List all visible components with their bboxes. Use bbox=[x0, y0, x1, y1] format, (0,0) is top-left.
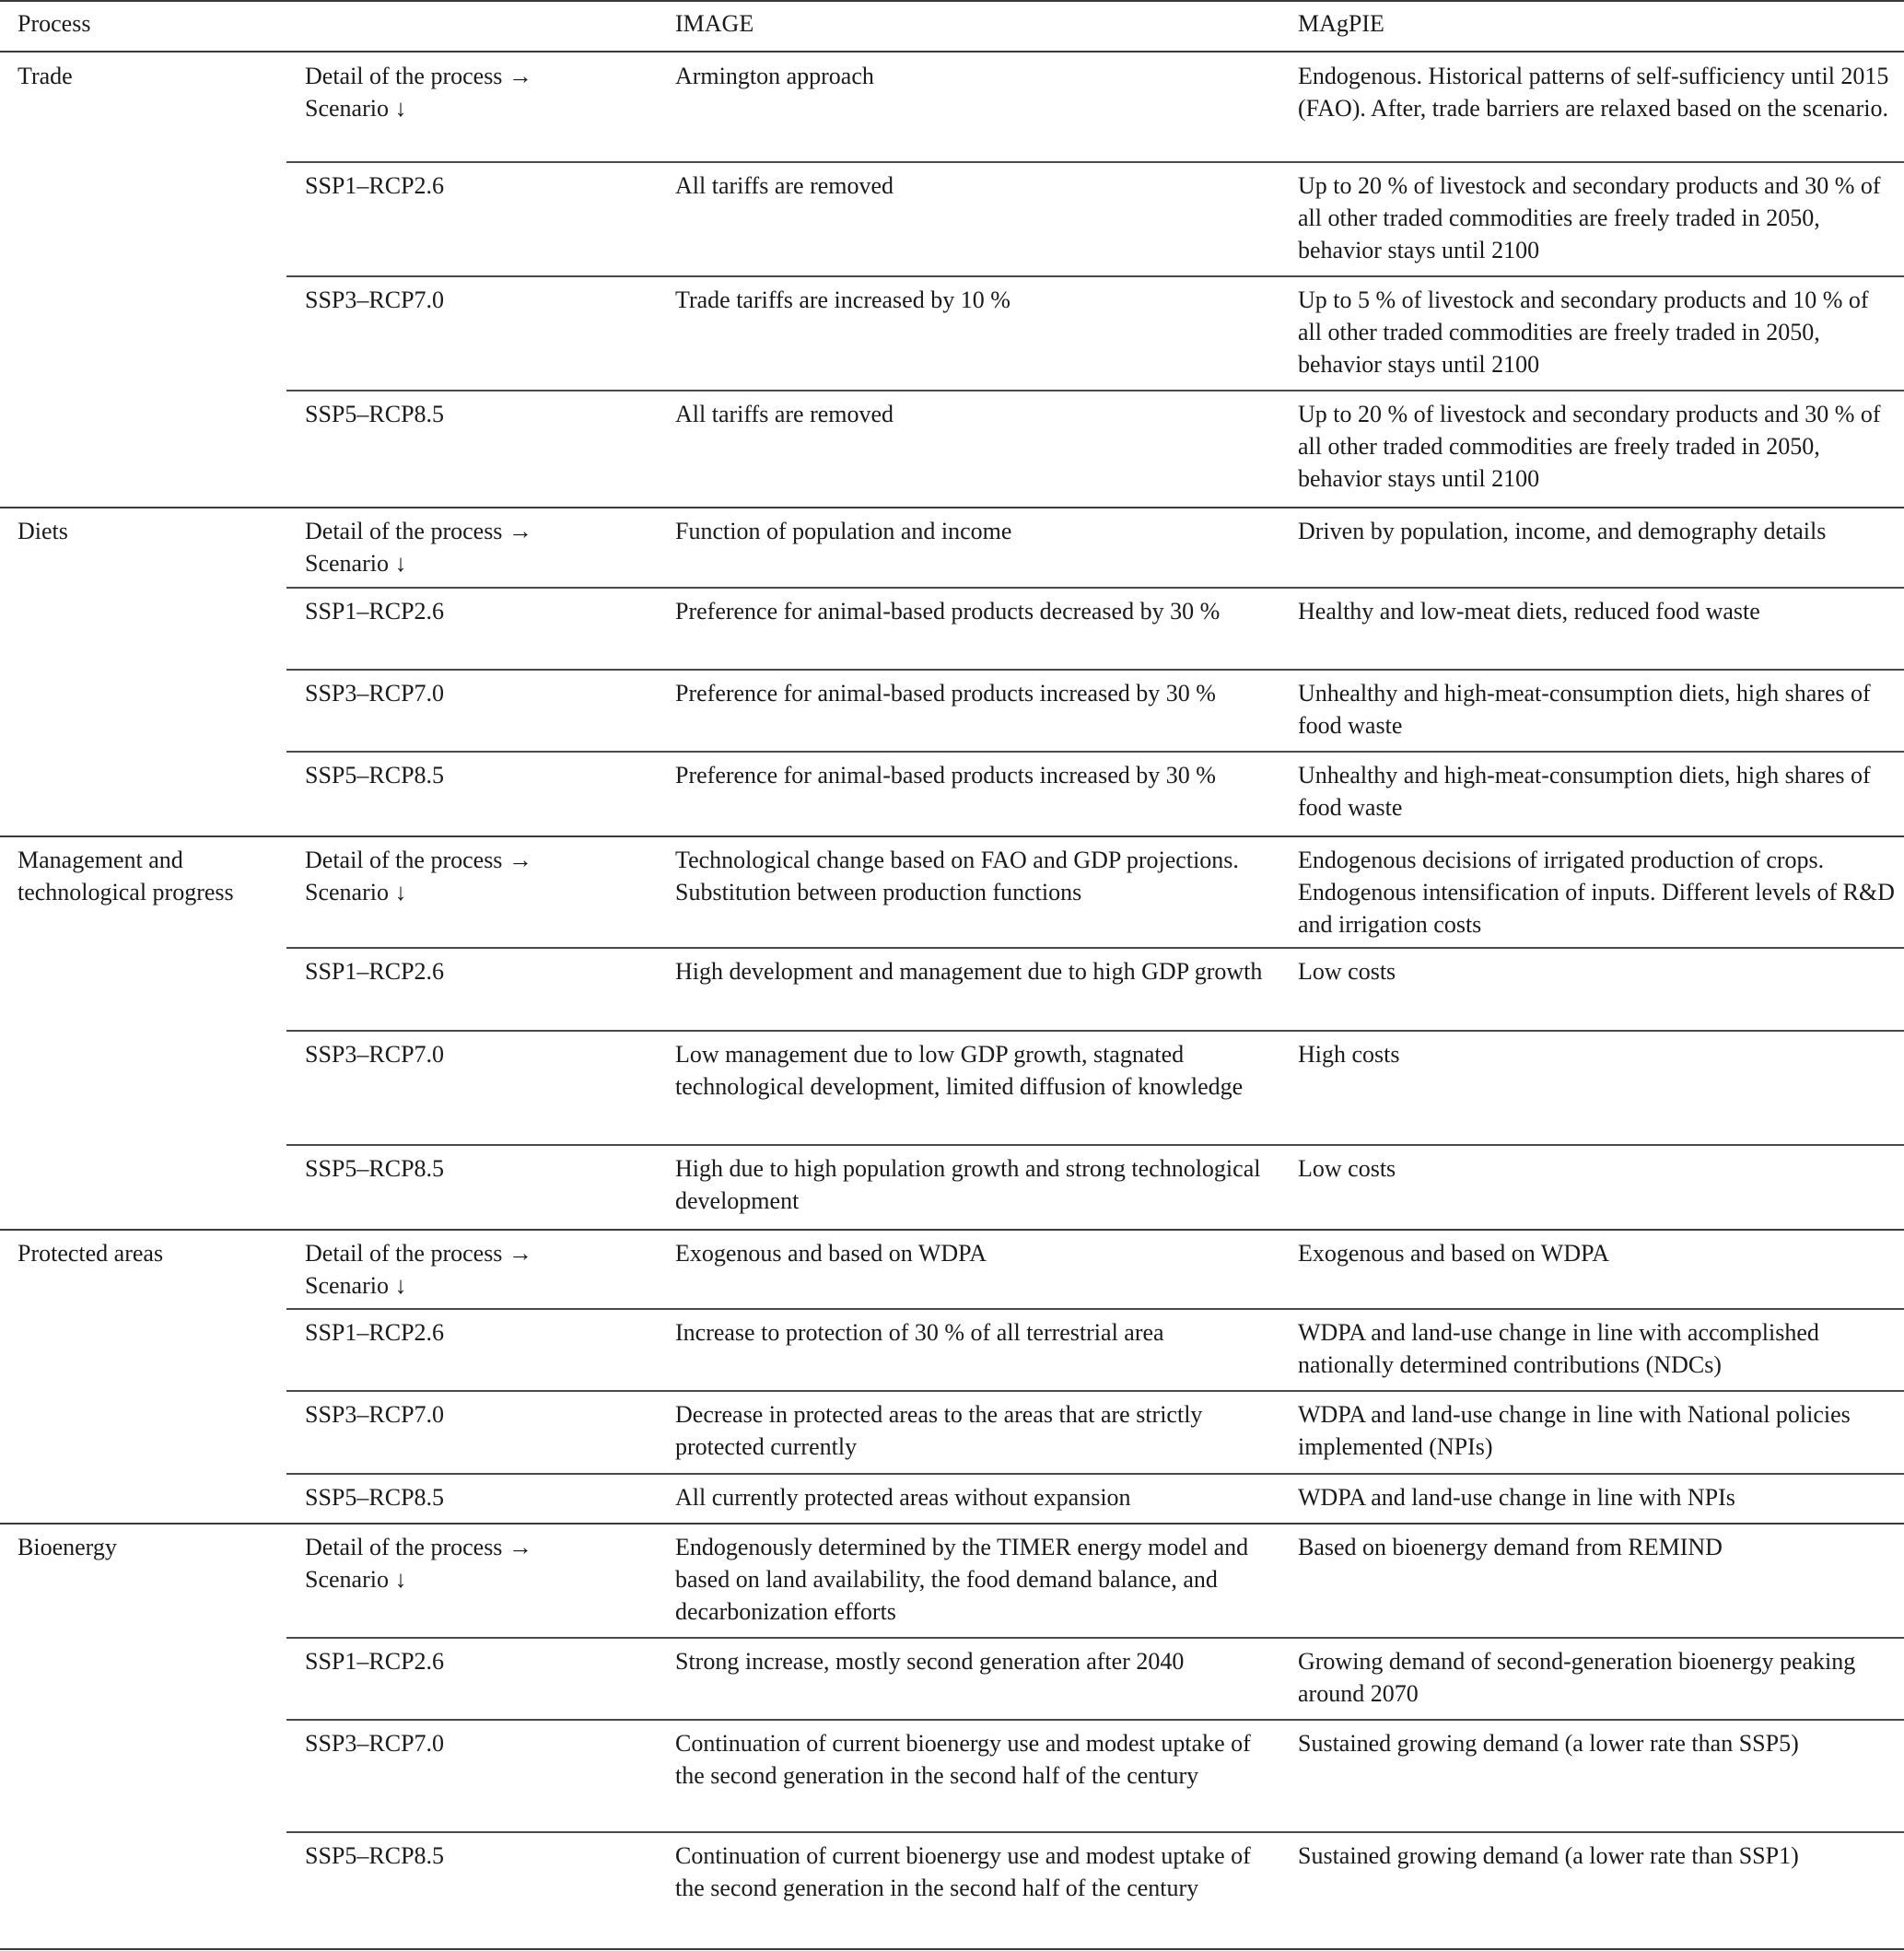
scenario-label: SSP1–RCP2.6 bbox=[305, 598, 445, 625]
detail-scenario-label: Detail of the process → Scenario ↓ bbox=[305, 63, 532, 122]
image-cell: High development and management due to high GDP growth bbox=[675, 958, 1263, 985]
scenario-label: SSP5–RCP8.5 bbox=[305, 401, 445, 427]
image-cell: Function of population and income bbox=[675, 518, 1012, 544]
magpie-cell: Driven by population, income, and demography details bbox=[1298, 518, 1827, 544]
scenario-label: SSP3–RCP7.0 bbox=[305, 1730, 445, 1757]
magpie-cell: Endogenous decisions of irrigated production of crops. Endogenous intensification of inputs. Different levels of R&D and irrigation costs bbox=[1298, 847, 1895, 938]
process-label: Management and technological progress bbox=[18, 847, 234, 905]
scenario-label: SSP1–RCP2.6 bbox=[305, 1319, 445, 1346]
image-cell: All tariffs are removed bbox=[675, 401, 894, 427]
magpie-cell: WDPA and land-use change in line with NPIs bbox=[1298, 1484, 1735, 1511]
scenario-label: SSP3–RCP7.0 bbox=[305, 1041, 445, 1068]
magpie-cell: Low costs bbox=[1298, 958, 1396, 985]
magpie-cell: Based on bioenergy demand from REMIND bbox=[1298, 1534, 1723, 1560]
row-divider bbox=[286, 1637, 1904, 1639]
image-cell: Preference for animal-based products increased by 30 % bbox=[675, 762, 1216, 789]
image-cell: Exogenous and based on WDPA bbox=[675, 1240, 987, 1267]
magpie-cell: WDPA and land-use change in line with accomplished nationally determined contributions (NDCs) bbox=[1298, 1319, 1819, 1378]
detail-scenario-label: Detail of the process → Scenario ↓ bbox=[305, 1240, 532, 1299]
image-cell: Decrease in protected areas to the areas that are strictly protected currently bbox=[675, 1401, 1203, 1460]
section-rule bbox=[0, 507, 1904, 508]
row-divider bbox=[286, 275, 1904, 277]
magpie-cell: Sustained growing demand (a lower rate than SSP1) bbox=[1298, 1842, 1799, 1869]
scenario-label: SSP3–RCP7.0 bbox=[305, 680, 445, 707]
row-divider bbox=[286, 1144, 1904, 1146]
image-cell: Endogenously determined by the TIMER energy model and based on land availability, the food demand balance, and decarbonization efforts bbox=[675, 1534, 1249, 1625]
image-cell: Low management due to low GDP growth, stagnated technological development, limited diffusion of knowledge bbox=[675, 1041, 1244, 1100]
scenario-label: SSP5–RCP8.5 bbox=[305, 1155, 445, 1182]
row-divider bbox=[286, 669, 1904, 671]
scenario-label: SSP5–RCP8.5 bbox=[305, 1484, 445, 1511]
image-cell: All tariffs are removed bbox=[675, 172, 894, 199]
detail-scenario-label: Detail of the process → Scenario ↓ bbox=[305, 847, 532, 905]
row-divider bbox=[286, 390, 1904, 391]
image-cell: Technological change based on FAO and GDP projections. Substitution between production functions bbox=[675, 847, 1239, 905]
image-cell: Preference for animal-based products decreased by 30 % bbox=[675, 598, 1221, 625]
detail-scenario-label: Detail of the process → Scenario ↓ bbox=[305, 1534, 532, 1593]
section-rule bbox=[0, 1523, 1904, 1525]
section-rule bbox=[0, 1229, 1904, 1231]
process-label: Protected areas bbox=[18, 1240, 164, 1267]
header-process: Process bbox=[18, 10, 91, 37]
magpie-cell: Up to 5 % of livestock and secondary products and 10 % of all other traded commodities are freely traded in 2050, behavior stays until 2100 bbox=[1298, 286, 1869, 378]
magpie-cell: Growing demand of second-generation bioenergy peaking around 2070 bbox=[1298, 1648, 1856, 1707]
image-cell: High due to high population growth and strong technological development bbox=[675, 1155, 1261, 1214]
row-divider bbox=[286, 1030, 1904, 1032]
row-divider bbox=[286, 947, 1904, 949]
row-divider bbox=[286, 587, 1904, 589]
image-cell: Continuation of current bioenergy use and modest uptake of the second generation in the second half of the century bbox=[675, 1730, 1251, 1789]
scenario-label: SSP5–RCP8.5 bbox=[305, 762, 445, 789]
magpie-cell: Healthy and low-meat diets, reduced food waste bbox=[1298, 598, 1760, 625]
magpie-cell: Low costs bbox=[1298, 1155, 1396, 1182]
section-rule bbox=[0, 1948, 1904, 1950]
header-magpie: MAgPIE bbox=[1298, 10, 1384, 37]
image-cell: Armington approach bbox=[675, 63, 874, 89]
row-divider bbox=[286, 1390, 1904, 1392]
top-rule bbox=[0, 0, 1904, 2]
row-divider bbox=[286, 1831, 1904, 1833]
process-label: Trade bbox=[18, 63, 73, 89]
row-divider bbox=[286, 751, 1904, 753]
scenario-label: SSP3–RCP7.0 bbox=[305, 1401, 445, 1428]
image-cell: Increase to protection of 30 % of all terrestrial area bbox=[675, 1319, 1164, 1346]
header-rule bbox=[0, 51, 1904, 53]
magpie-cell: WDPA and land-use change in line with National policies implemented (NPIs) bbox=[1298, 1401, 1851, 1460]
magpie-cell: Exogenous and based on WDPA bbox=[1298, 1240, 1609, 1267]
magpie-cell: Unhealthy and high-meat-consumption diets, high shares of food waste bbox=[1298, 680, 1871, 739]
scenario-label: SSP1–RCP2.6 bbox=[305, 172, 445, 199]
magpie-cell: High costs bbox=[1298, 1041, 1400, 1068]
row-divider bbox=[286, 1719, 1904, 1721]
magpie-cell: Sustained growing demand (a lower rate than SSP5) bbox=[1298, 1730, 1799, 1757]
image-cell: Continuation of current bioenergy use and modest uptake of the second generation in the second half of the century bbox=[675, 1842, 1251, 1901]
magpie-cell: Up to 20 % of livestock and secondary products and 30 % of all other traded commodities are freely traded in 2050, behavior stays until 2100 bbox=[1298, 401, 1881, 492]
magpie-cell: Unhealthy and high-meat-consumption diets, high shares of food waste bbox=[1298, 762, 1871, 821]
process-label: Bioenergy bbox=[18, 1534, 117, 1560]
image-cell: All currently protected areas without expansion bbox=[675, 1484, 1131, 1511]
scenario-label: SSP1–RCP2.6 bbox=[305, 1648, 445, 1675]
row-divider bbox=[286, 1473, 1904, 1475]
section-rule bbox=[0, 835, 1904, 837]
image-cell: Preference for animal-based products increased by 30 % bbox=[675, 680, 1216, 707]
header-image: IMAGE bbox=[675, 10, 754, 37]
magpie-cell: Up to 20 % of livestock and secondary products and 30 % of all other traded commodities are freely traded in 2050, behavior stays until 2100 bbox=[1298, 172, 1881, 263]
image-cell: Strong increase, mostly second generation after 2040 bbox=[675, 1648, 1185, 1675]
scenario-label: SSP5–RCP8.5 bbox=[305, 1842, 445, 1869]
scenario-label: SSP1–RCP2.6 bbox=[305, 958, 445, 985]
scenario-label: SSP3–RCP7.0 bbox=[305, 286, 445, 313]
row-divider bbox=[286, 161, 1904, 163]
magpie-cell: Endogenous. Historical patterns of self-sufficiency until 2015 (FAO). After, trade barriers are relaxed based on the scenario. bbox=[1298, 63, 1889, 122]
image-cell: Trade tariffs are increased by 10 % bbox=[675, 286, 1010, 313]
row-divider bbox=[286, 1308, 1904, 1310]
detail-scenario-label: Detail of the process → Scenario ↓ bbox=[305, 518, 532, 577]
process-label: Diets bbox=[18, 518, 68, 544]
